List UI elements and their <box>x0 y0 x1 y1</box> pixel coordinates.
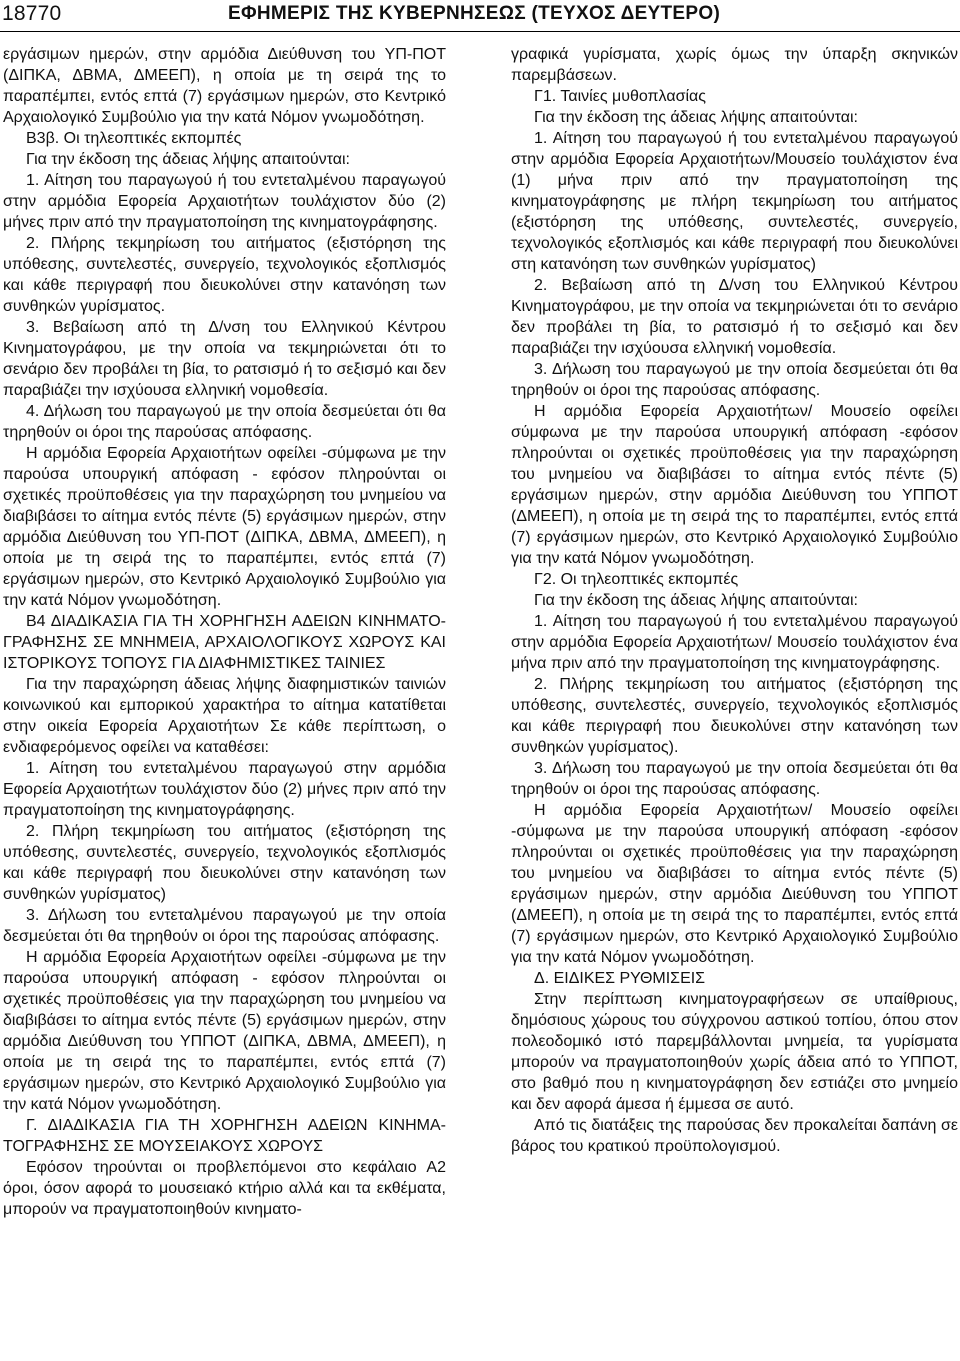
list-item: 1. Αίτηση του παραγωγού ή του εντεταλμένου παραγωγού στην αρμόδια Εφορεία Αρχαιοτήτων/Μουσείο τουλάχιστον ένα (1) μήνα πριν από την πραγματοποίηση της κινηματογράφησης με πλήρη τεκμηρίωση του αιτήματος (εξιστόρηση της υπόθεσης, συντελεστές, συνεργείο, τεχνολογικός εξοπλισμός και κάθε περιγραφή που διευκολύνει στη κατανόηση των συνθηκών γυρίσματος) <box>511 130 958 273</box>
list-item: 3. Δήλωση του παραγωγού με την οποία δεσμεύεται ότι θα τηρηθούν οι όροι της παρούσας απόφασης. <box>511 760 958 798</box>
list-item: 2. Βεβαίωση από τη Δ/νση του Ελληνικού Κέντρου Κινηματογράφου, με την οποία να τεκμηριώνεται ότι το σενάριο δεν προβάλει τη βία, το ρατσισμό ή το σεξισμό και δεν παραβιάζει την ισχύουσα ελληνική νομοθεσία. <box>511 277 958 357</box>
paragraph: Εφόσον τηρούνται οι προβλεπόμενοι στο κεφάλαιο Α2 όροι, όσον αφορά το μουσειακό κτήριο αλλά και τα εκθέματα, μπορούν να πραγματοποιηθούν κινηματο- <box>3 1159 446 1218</box>
paragraph: Η αρμόδια Εφορεία Αρχαιοτήτων οφείλει -σύμφωνα με την παρούσα υπουργική απόφαση - εφόσον πληρούνται οι σχετικές προϋποθέσεις για την παραχώρηση του μνημείου να διαβιβάσει το αίτημα εντός πέντε (5) εργάσιμων ημερών, στην αρμόδια Διεύθυνση του ΥΠ-ΠΟΤ (ΔΙΠΚΑ, ΔΒΜΑ, ΔΜΕΕΠ), η οποία με τη σειρά της το παραπέμπει, εντός επτά (7) εργάσιμων ημερών, στο Κεντρικό Αρχαιολογικό Συμβούλιο για την κατά Νόμον γνωμοδότηση. <box>3 445 446 609</box>
section-heading: Δ. ΕΙΔΙΚΕΣ ΡΥΘΜΙΣΕΙΣ <box>534 970 706 987</box>
list-item: 3. Δήλωση του εντεταλμένου παραγωγού με την οποία δεσμεύεται ότι θα τηρηθούν οι όροι της παρούσας απόφασης. <box>3 907 446 945</box>
page-header <box>0 0 960 32</box>
paragraph: Η αρμόδια Εφορεία Αρχαιοτήτων/ Μουσείο οφείλει -σύμφωνα με την παρούσα υπουργική απόφαση -εφόσον πληρούνται οι σχετικές προϋποθέσεις για την παραχώρηση του μνημείου να διαβιβάσει το αίτημα εντός πέντε (5) εργάσιμων ημερών, στην αρμόδια Διεύθυνση του ΥΠΠΟΤ (ΔΜΕΕΠ), η οποία με τη σειρά της το παραπέμπει, εντός επτά (7) εργάσιμων ημερών, στο Κεντρικό Αρχαιολογικό Συμβούλιο για την κατά Νόμον γνωμοδότηση. <box>511 802 958 966</box>
section-heading: Γ. ΔΙΑΔΙΚΑΣΙΑ ΓΙΑ ΤΗ ΧΟΡΗΓΗΣΗ ΑΔΕΙΩΝ ΚΙΝΗΜΑ-ΤΟΓΡΑΦΗΣΗΣ ΣΕ ΜΟΥΣΕΙΑΚΟΥΣ ΧΩΡΟΥΣ <box>3 1117 446 1155</box>
page-number: 18770 <box>2 2 62 25</box>
paragraph: Για την έκδοση της άδειας λήψης απαιτούνται: <box>534 109 858 126</box>
paragraph: Η αρμόδια Εφορεία Αρχαιοτήτων/ Μουσείο οφείλει σύμφωνα με την παρούσα υπουργική απόφαση -εφόσον πληρούνται οι σχετικές προϋποθέσεις για την παραχώρηση του μνημείου να διαβιβάσει το αίτημα εντός πέντε (5) εργάσιμων ημερών, στην αρμόδια Διεύθυνση του ΥΠΠΟΤ (ΔΜΕΕΠ), η οποία με τη σειρά της το παραπέμπει, εντός επτά (7) εργάσιμων ημερών, στο Κεντρικό Αρχαιολογικό Συμβούλιο για την κατά Νόμον γνωμοδότηση. <box>511 403 958 567</box>
section-heading: Β3β. Οι τηλεοπτικές εκπομπές <box>26 130 242 147</box>
list-item: 1. Αίτηση του παραγωγού ή του εντεταλμένου παραγωγού στην αρμόδια Εφορεία Αρχαιοτήτων/ Μουσείο τουλάχιστον ένα μήνα πριν από την πραγματοποίηση της κινηματογράφησης. <box>511 613 958 672</box>
paragraph: Από τις διατάξεις της παρούσας δεν προκαλείται δαπάνη σε βάρος του κρατικού προϋπολογισμού. <box>511 1117 958 1155</box>
list-item: 1. Αίτηση του παραγωγού ή του εντεταλμένου παραγωγού στην αρμόδια Εφορεία Αρχαιοτήτων τουλάχιστον δύο (2) μήνες πριν από την πραγματοποίηση της κινηματογράφησης. <box>3 172 446 231</box>
list-item: 1. Αίτηση του εντεταλμένου παραγωγού στην αρμόδια Εφορεία Αρχαιοτήτων τουλάχιστον δύο (2) μήνες πριν από την πραγματοποίηση της κινηματογράφησης. <box>3 760 446 819</box>
paragraph: Η αρμόδια Εφορεία Αρχαιοτήτων οφείλει -σύμφωνα με την παρούσα υπουργική απόφαση - εφόσον πληρούνται οι σχετικές προϋποθέσεις για την παραχώρηση του μνημείου να διαβιβάσει το αίτημα εντός πέντε (5) εργάσιμων ημερών, στην αρμόδια Διεύθυνση του ΥΠΠΟΤ (ΔΙΠΚΑ, ΔΒΜΑ, ΔΜΕΕΠ), η οποία με τη σειρά της το παραπέμπει, εντός επτά (7) εργάσιμων ημερών, στο Κεντρικό Αρχαιολογικό Συμβούλιο για την κατά Νόμον γνωμοδότηση. <box>3 949 446 1113</box>
right-column <box>511 44 958 1359</box>
section-heading: Γ1. Ταινίες μυθοπλασίας <box>534 88 706 105</box>
section-heading: Β4 ΔΙΑΔΙΚΑΣΙΑ ΓΙΑ ΤΗ ΧΟΡΗΓΗΣΗ ΑΔΕΙΩΝ ΚΙΝΗΜΑΤΟ-ΓΡΑΦΗΣΗΣ ΣΕ ΜΝΗΜΕΙΑ, ΑΡΧΑΙΟΛΟΓΙΚΟΥΣ ΧΩΡΟΥΣ ΚΑΙ ΙΣΤΟΡΙΚΟΥΣ ΤΟΠΟΥΣ ΓΙΑ ΔΙΑΦΗΜΙΣΤΙΚΕΣ ΤΑΙΝΙΕΣ <box>3 613 446 672</box>
list-item: 2. Πλήρη τεκμηρίωση του αιτήματος (εξιστόρηση της υπόθεσης, συντελεστές, συνεργείο, τεχνολογικός εξοπλισμός και κάθε περιγραφή που διευκολύνει στην κατανόηση των συνθηκών γυρίσματος) <box>3 823 446 903</box>
paragraph: Στην περίπτωση κινηματογραφήσεων σε υπαίθριους, δημόσιους χώρους του σύγχρονου αστικού τοπίου, όπου στον πολεοδομικό ιστό παρεμβάλλονται μνημεία, τα γυρίσματα μπορούν να πραγματοποιηθούν χωρίς άδεια από το ΥΠΠΟΤ, στο βαθμό που η κινηματογράφηση δεν εστιάζει στο μνημείο και δεν αφορά άμεσα ή έμμεσα σε αυτό. <box>511 991 958 1113</box>
left-column <box>3 44 446 1359</box>
list-item: 3. Δήλωση του παραγωγού με την οποία δεσμεύεται ότι θα τηρηθούν οι όροι της παρούσας απόφασης. <box>511 361 958 399</box>
list-item: 2. Πλήρης τεκμηρίωση του αιτήματος (εξιστόρηση της υπόθεσης, συντελεστές, συνεργείο, τεχνολογικός εξοπλισμός και κάθε περιγραφή που διευκολύνει στην κατανόηση των συνθηκών γυρίσματος). <box>511 676 958 756</box>
list-item: 3. Βεβαίωση από τη Δ/νση του Ελληνικού Κέντρου Κινηματογράφου, με την οποία να τεκμηριώνεται ότι το σενάριο δεν προβάλει τη βία, το ρατσισμό ή το σεξισμό και δεν παραβιάζει την ισχύουσα ελληνική νομοθεσία. <box>3 319 446 399</box>
paragraph: Για την έκδοση της άδειας λήψης απαιτούνται: <box>534 592 858 609</box>
journal-title: ΕΦΗΜΕΡΙΣ ΤΗΣ ΚΥΒΕΡΝΗΣΕΩΣ (ΤΕΥΧΟΣ ΔΕΥΤΕΡΟ) <box>228 3 721 24</box>
header-rule <box>0 31 960 32</box>
list-item: 4. Δήλωση του παραγωγού με την οποία δεσμεύεται ότι θα τηρηθούν οι όροι της παρούσας απόφασης. <box>3 403 446 441</box>
paragraph: γραφικά γυρίσματα, χωρίς όμως την ύπαρξη σκηνικών παρεμβάσεων. <box>511 46 958 84</box>
paragraph: εργάσιμων ημερών, στην αρμόδια Διεύθυνση του ΥΠ-ΠΟΤ (ΔΙΠΚΑ, ΔΒΜΑ, ΔΜΕΕΠ), η οποία με τη σειρά της το παραπέμπει, εντός επτά (7) εργάσιμων ημερών, στο Κεντρικό Αρχαιολογικό Συμβούλιο για την κατά Νόμον γνωμοδότηση. <box>3 46 446 126</box>
section-heading: Γ2. Οι τηλεοπτικές εκπομπές <box>534 571 739 588</box>
list-item: 2. Πλήρης τεκμηρίωση του αιτήματος (εξιστόρηση της υπόθεσης, συντελεστές, συνεργείο, τεχνολογικός εξοπλισμός και κάθε περιγραφή που διευκολύνει στην κατανόηση των συνθηκών γυρίσματος. <box>3 235 446 315</box>
paragraph: Για την παραχώρηση άδειας λήψης διαφημιστικών ταινιών κοινωνικού και εμπορικού χαρακτήρα το αίτημα κατατίθεται στην οικεία Εφορεία Αρχαιοτήτων Σε κάθε περίπτωση, ο ενδιαφερόμενος οφείλει να καταθέσει: <box>3 676 446 756</box>
paragraph: Για την έκδοση της άδειας λήψης απαιτούνται: <box>26 151 350 168</box>
